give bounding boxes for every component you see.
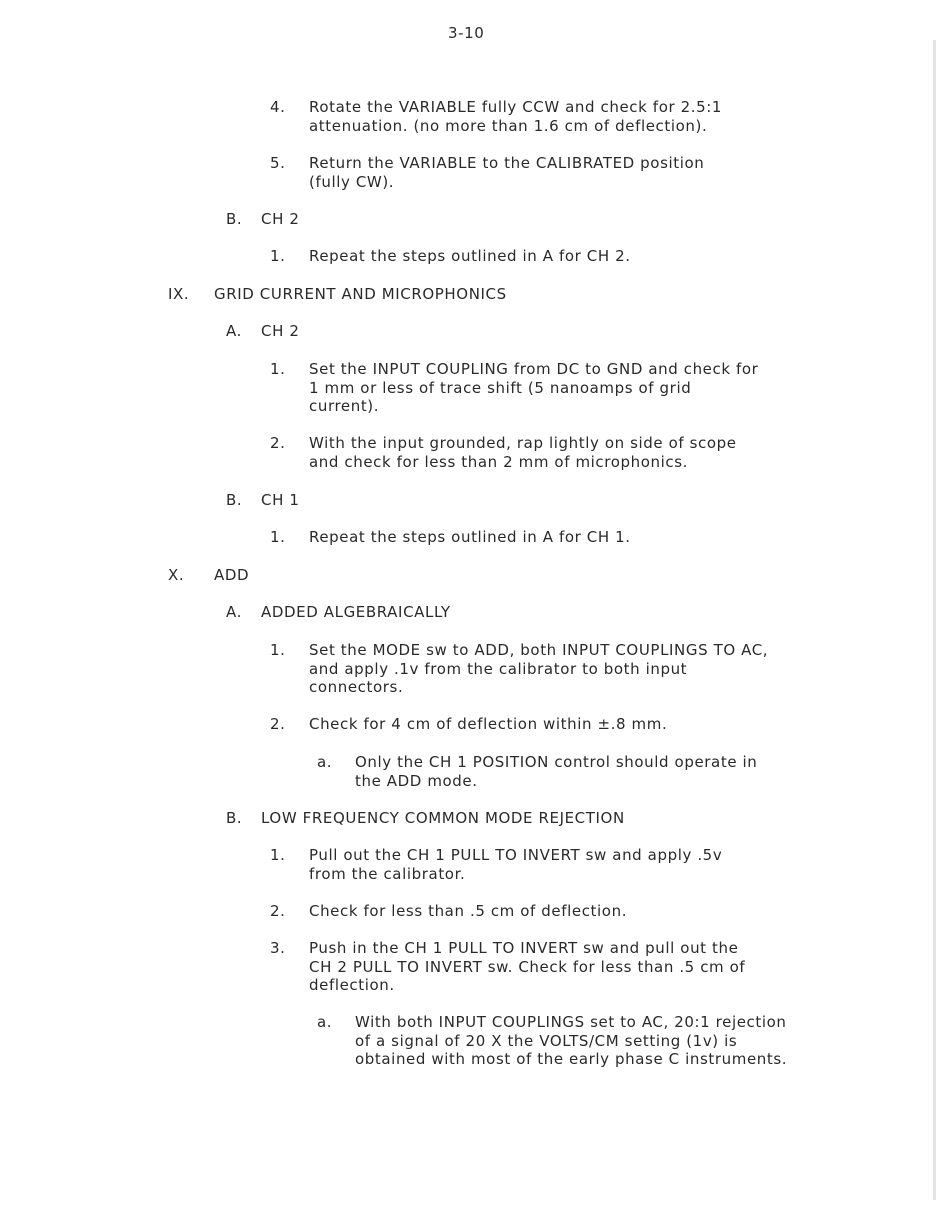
substep-letter: a.	[317, 753, 333, 771]
subsection-title: CH 1	[261, 491, 300, 509]
subsection-letter: A.	[226, 322, 242, 340]
step-number: 1.	[270, 641, 286, 659]
step-number: 1.	[270, 247, 286, 265]
subsection-title: CH 2	[261, 322, 300, 340]
step-text-line: current).	[309, 397, 380, 415]
subsection-letter: B.	[226, 491, 243, 509]
subsection-title: LOW FREQUENCY COMMON MODE REJECTION	[261, 809, 625, 827]
step-text-line: Repeat the steps outlined in A for CH 2.	[309, 247, 631, 265]
step-text-line: attenuation. (no more than 1.6 cm of deflection).	[309, 116, 708, 135]
substep-text-line: With both INPUT COUPLINGS set to AC, 20:1 rejection	[355, 1013, 787, 1031]
scan-edge-mark	[933, 40, 936, 1200]
step-text-line: and check for less than 2 mm of microphonics.	[309, 452, 688, 471]
step-text-line: Check for less than .5 cm of deflection.	[309, 902, 628, 920]
step-text-line: deflection.	[309, 976, 395, 994]
subsection-letter: A.	[226, 603, 242, 621]
step-number: 3.	[270, 939, 286, 957]
step-text-line: Rotate the VARIABLE fully CCW and check for 2.5:1	[309, 98, 723, 116]
subsection-letter: B.	[226, 809, 243, 827]
step-text-line: Push in the CH 1 PULL TO INVERT sw and pull out the	[309, 939, 739, 957]
step-text-line: (fully CW).	[309, 172, 395, 191]
section-number: IX.	[168, 285, 190, 303]
step-text-line: Set the INPUT COUPLING from DC to GND and check for	[309, 360, 759, 378]
section-title: GRID CURRENT AND MICROPHONICS	[214, 285, 507, 303]
step-number: 1.	[270, 528, 286, 546]
step-text-line: Return the VARIABLE to the CALIBRATED position	[309, 154, 705, 172]
step-text-line: Pull out the CH 1 PULL TO INVERT sw and apply .5v	[309, 846, 723, 864]
substep-text-line: the ADD mode.	[355, 771, 478, 790]
step-text-line: from the calibrator.	[309, 864, 466, 883]
step-number: 1.	[270, 846, 286, 864]
step-text-line: CH 2 PULL TO INVERT sw. Check for less than .5 cm of	[309, 957, 746, 976]
subsection-title: ADDED ALGEBRAICALLY	[261, 603, 451, 621]
step-text-line: Set the MODE sw to ADD, both INPUT COUPLINGS TO AC,	[309, 641, 769, 659]
step-number: 5.	[270, 154, 286, 172]
step-text-line: Repeat the steps outlined in A for CH 1.	[309, 528, 631, 546]
step-number: 2.	[270, 902, 286, 920]
subsection-title: CH 2	[261, 210, 300, 228]
substep-text-line: of a signal of 20 X the VOLTS/CM setting (1v) is	[355, 1031, 738, 1050]
step-number: 2.	[270, 434, 286, 452]
step-number: 2.	[270, 715, 286, 733]
step-text-line: 1 mm or less of trace shift (5 nanoamps of grid	[309, 378, 692, 397]
subsection-letter: B.	[226, 210, 243, 228]
step-text-line: and apply .1v from the calibrator to both input	[309, 659, 688, 678]
substep-text-line: obtained with most of the early phase C instruments.	[355, 1050, 788, 1068]
substep-text-line: Only the CH 1 POSITION control should operate in	[355, 753, 758, 771]
substep-letter: a.	[317, 1013, 333, 1031]
page-number: 3-10	[448, 24, 485, 42]
step-number: 4.	[270, 98, 286, 116]
step-text-line: Check for 4 cm of deflection within ±.8 mm.	[309, 715, 668, 733]
section-number: X.	[168, 566, 185, 584]
step-number: 1.	[270, 360, 286, 378]
step-text-line: With the input grounded, rap lightly on side of scope	[309, 434, 737, 452]
step-text-line: connectors.	[309, 678, 404, 696]
section-title: ADD	[214, 566, 250, 584]
